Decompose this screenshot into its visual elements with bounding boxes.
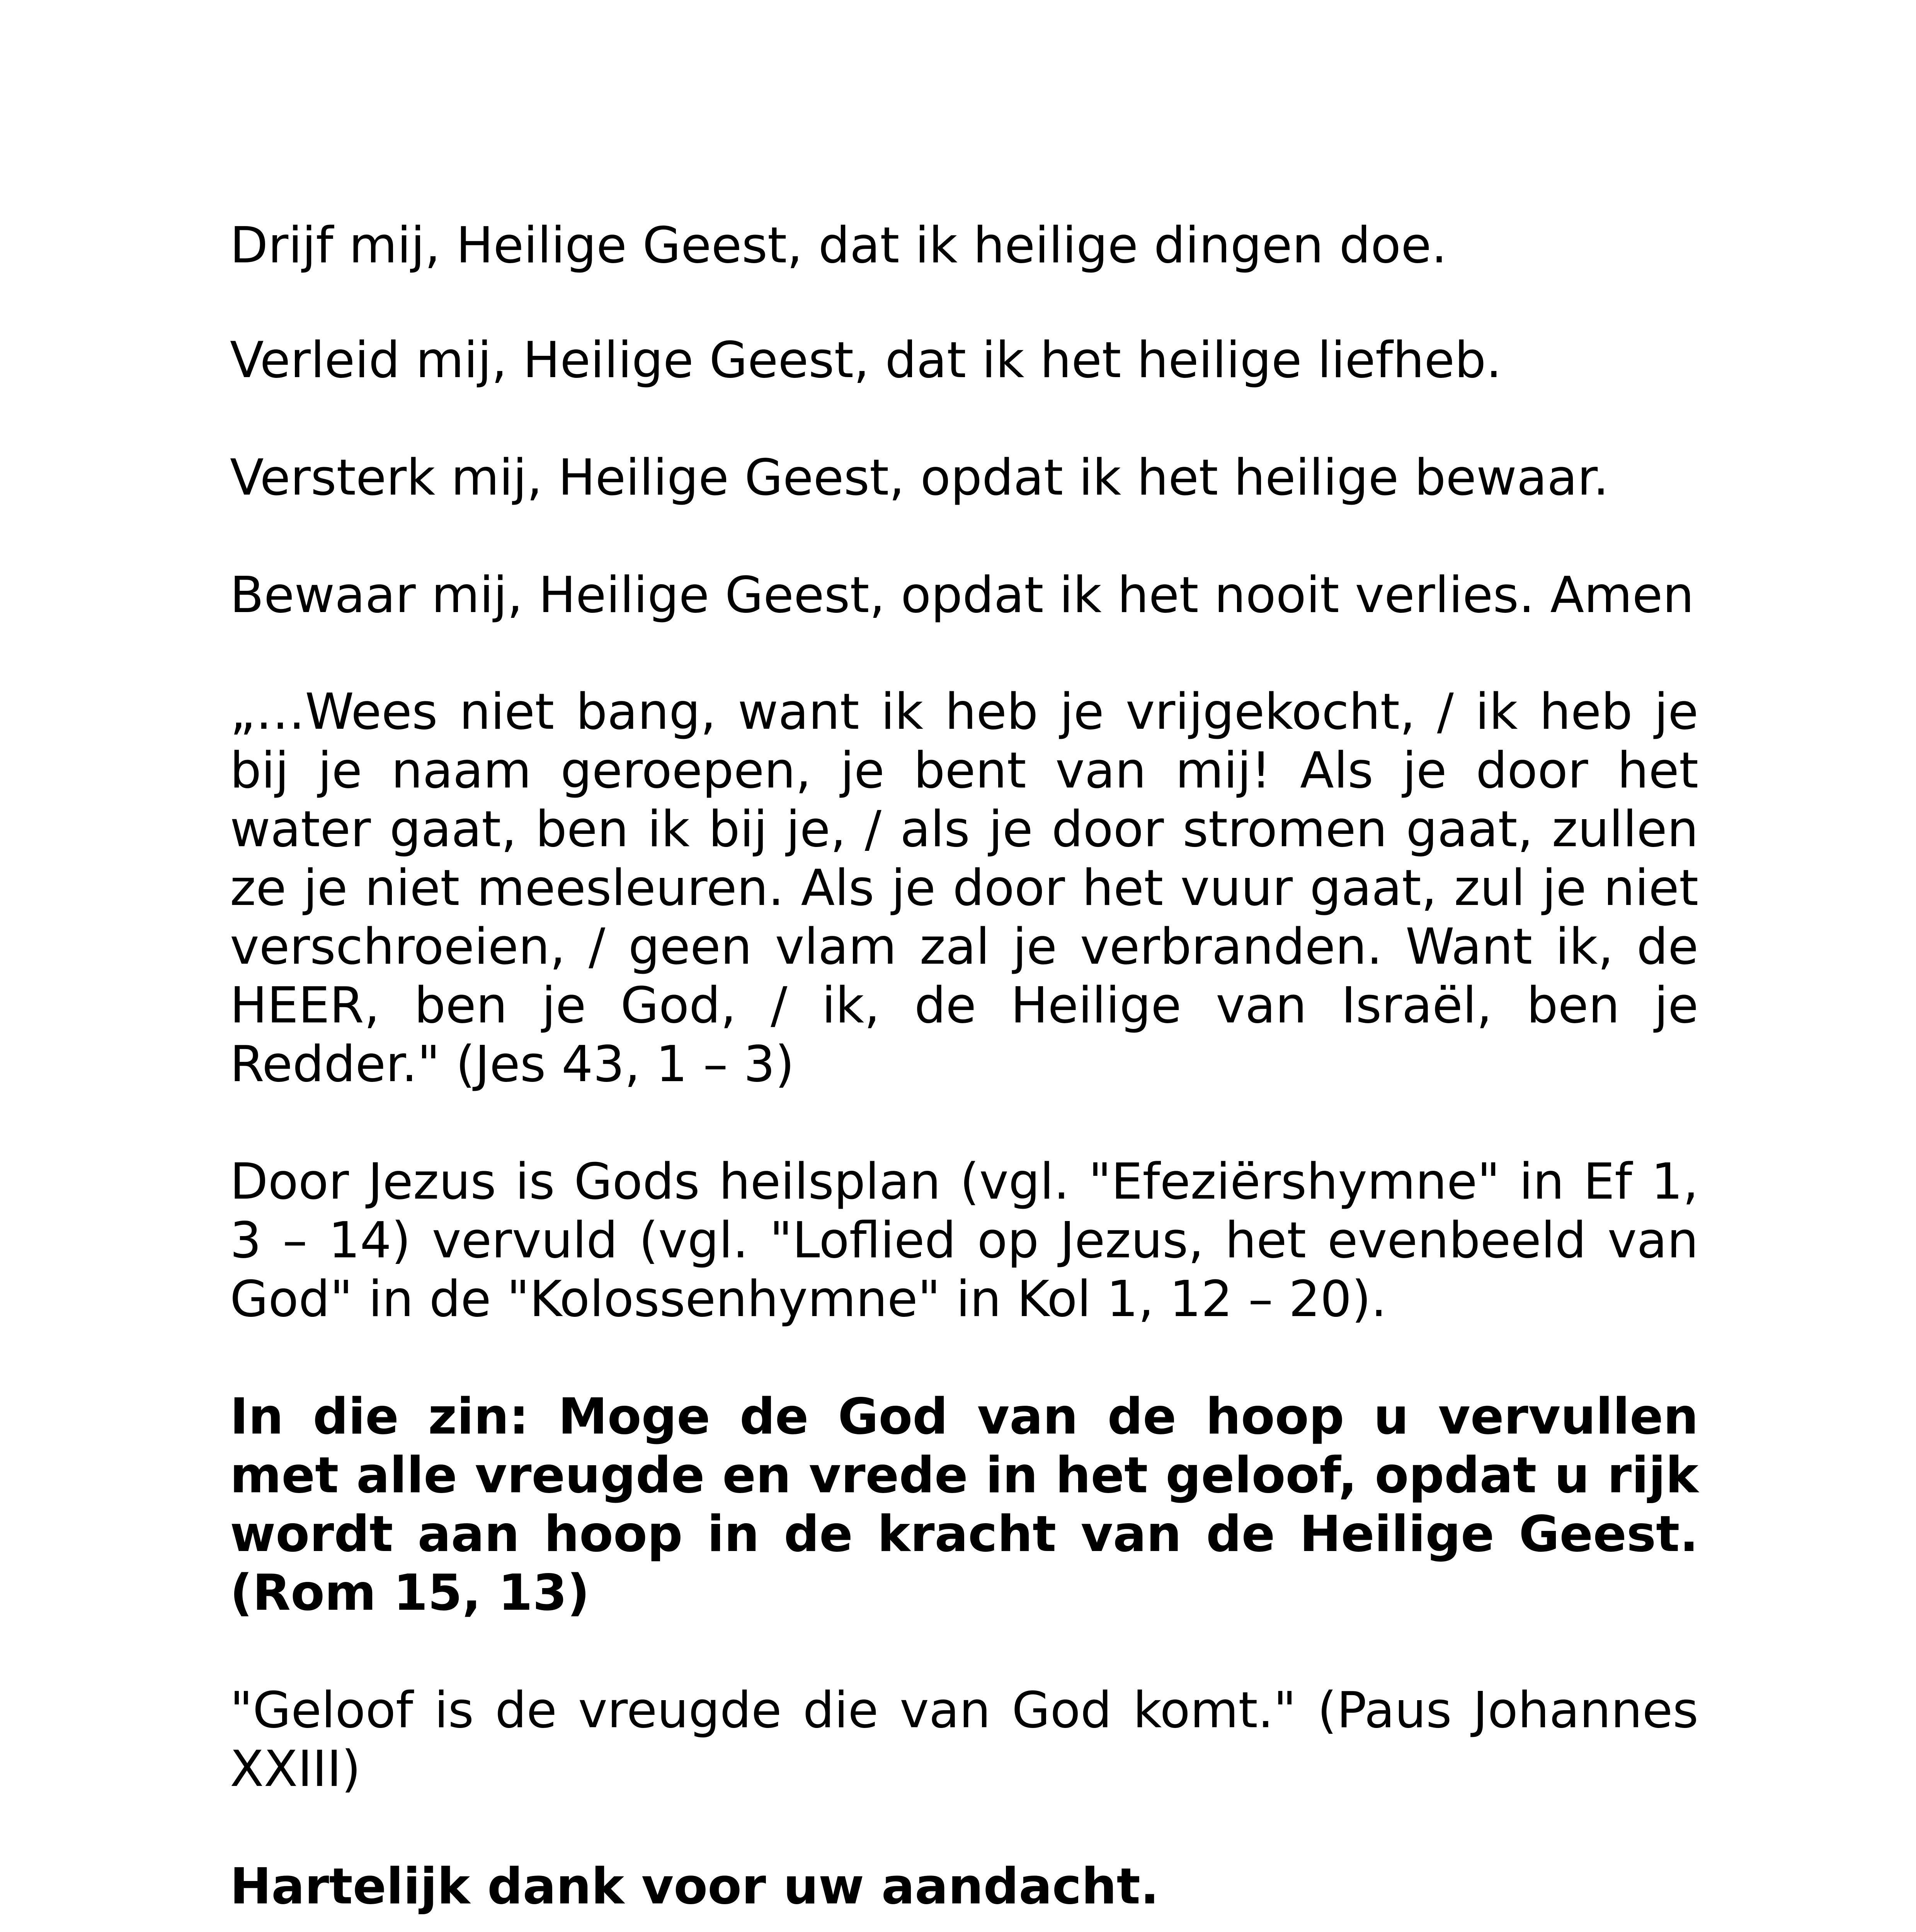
prayer-line-versterk: Versterk mij, Heilige Geest, opdat ik het heilige bewaar. — [230, 449, 1609, 507]
prayer-line-drijf: Drijf mij, Heilige Geest, dat ik heilige dingen doe. — [230, 217, 1447, 274]
isaiah-quote-paragraph: „…Wees niet bang, want ik heb je vrijgekocht, / ik heb je bij je naam geroepen, je bent van mij! Als je door het water gaat, ben ik bij je, / als je door stromen gaat, zullen ze je niet meesleuren. Als je door het vuur gaat, zul je niet verschroeien, / geen vlam zal je verbranden. Want ik, de HEER, ben je God, / ik, de Heilige van Israël, ben je Redder." (Jes 43, 1 – 3) — [230, 683, 1698, 1093]
paus-quote-paragraph: "Geloof is de vreugde die van God komt." (Paus Johannes XXIII) — [230, 1682, 1698, 1798]
prayer-line-bewaar: Bewaar mij, Heilige Geest, opdat ik het nooit verlies. Amen — [230, 566, 1694, 624]
prayer-line-verleid: Verleid mij, Heilige Geest, dat ik het heilige liefheb. — [230, 332, 1502, 389]
page-content — [230, 216, 1698, 1916]
door-jezus-paragraph: Door Jezus is Gods heilsplan (vgl. "Efeziërshymne" in Ef 1, 3 – 14) vervuld (vgl. "Loflied op Jezus, het evenbeeld van God" in de "Kolossenhymne" in Kol 1, 12 – 20). — [230, 1153, 1698, 1328]
blessing-paragraph: In die zin: Moge de God van de hoop u vervullen met alle vreugde en vrede in het geloof, opdat u rijk wordt aan hoop in de kracht van de Heilige Geest. (Rom 15, 13) — [230, 1388, 1698, 1622]
closing-line: Hartelijk dank voor uw aandacht. — [230, 1858, 1159, 1915]
